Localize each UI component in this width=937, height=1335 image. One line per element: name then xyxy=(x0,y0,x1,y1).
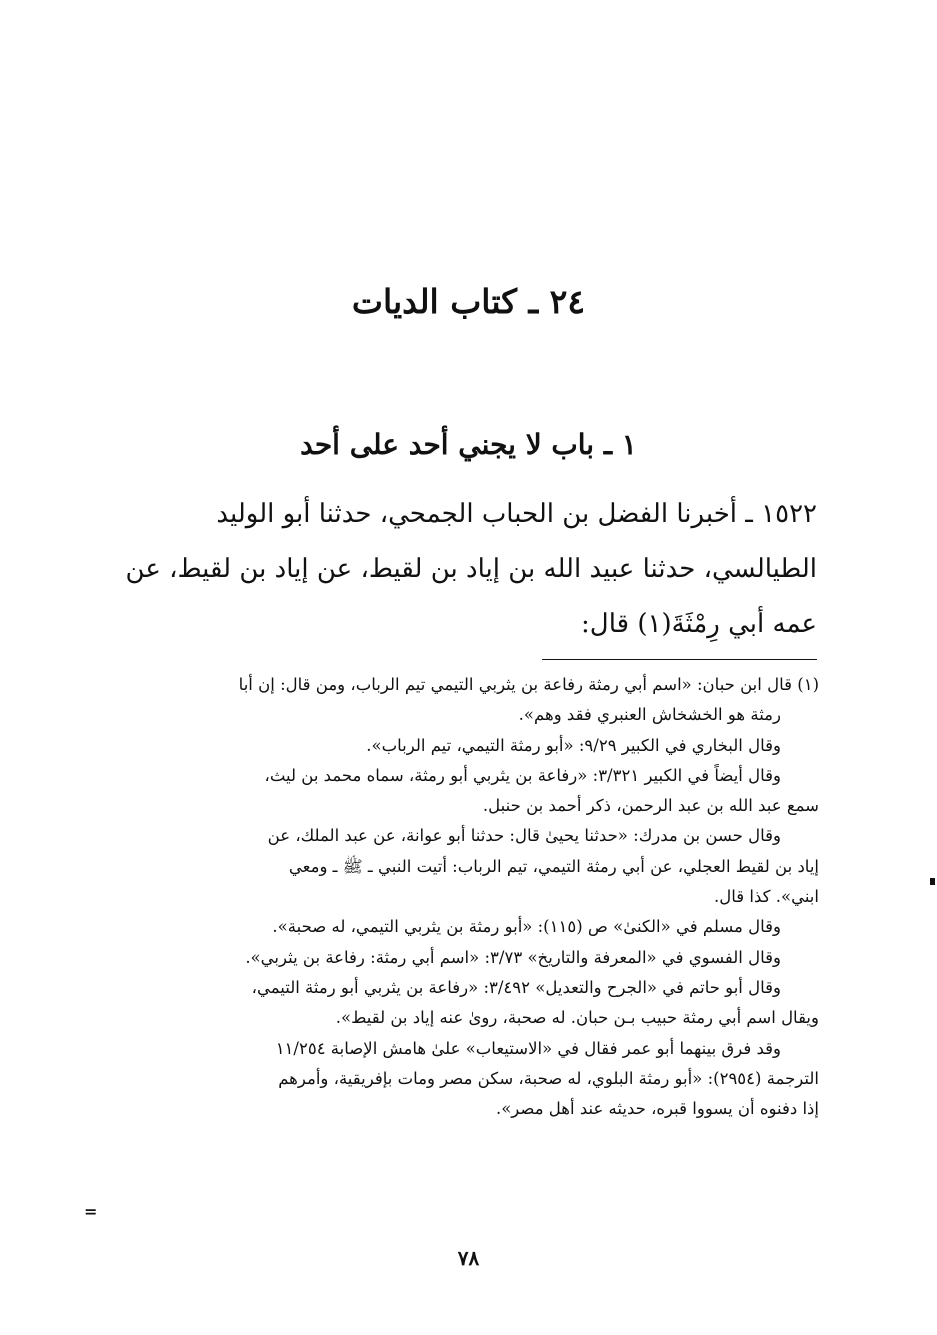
footnote-line: (١) قال ابن حبان: «اسم أبي رمثة رفاعة بن يثربي التيمي تيم الرباب، ومن قال: إن أبا xyxy=(238,675,819,694)
footnote-line: إياد بن لقيط العجلي، عن أبي رمثة التيمي، تيم الرباب: أتيت النبي ـ ﷺ ـ ومعي xyxy=(288,856,819,876)
hadith-line: عمه أبي رِمْثَةَ(١) قال: xyxy=(581,609,817,639)
footnote-line: إذا دفنوه أن يسووا قبره، حديثه عند أهل مصر». xyxy=(495,1099,819,1119)
hadith-line: ١٥٢٢ ـ أخبرنا الفضل بن الحباب الجمحي، حدثنا أبو الوليد xyxy=(216,499,817,529)
footnote-line: ويقال اسم أبي رمثة حبيب بـن حبان. له صحبة، روىٰ عنه إياد بن لقيط». xyxy=(335,1008,819,1028)
page-number: ٧٨ xyxy=(457,1246,480,1270)
continuation-mark: = xyxy=(84,1202,98,1221)
scan-edge-mark xyxy=(930,878,935,885)
footnote-line: وقال أيضاً في الكبير ٣/٣٢١: «رفاعة بن يثربي أبو رمثة، سماه محمد بن ليث، xyxy=(264,765,781,785)
footnote-line: رمثة هو الخشخاش العنبري فقد وهم». xyxy=(518,705,781,725)
footnote-line: وقال مسلم في «الكنىٰ» ص (١١٥): «أبو رمثة بن يثربي التيمي، له صحبة». xyxy=(272,917,781,937)
chapter-title: ٢٤ ـ كتاب الديات xyxy=(351,282,586,321)
footnotes xyxy=(117,670,819,1124)
footnote-line: وقال البخاري في الكبير ٩/٢٩: «أبو رمثة التيمي، تيم الرباب». xyxy=(366,735,781,755)
footnote-divider xyxy=(542,659,817,660)
hadith-line: الطيالسي، حدثنا عبيد الله بن إياد بن لقيط، عن إياد بن لقيط، عن xyxy=(125,554,817,584)
section-title: ١ ـ باب لا يجني أحد على أحد xyxy=(300,428,637,461)
footnote-line: وقال أبو حاتم في «الجرح والتعديل» ٣/٤٩٢: «رفاعة بن يثربي أبو رمثة التيمي، xyxy=(251,977,781,997)
footnote-line: سمع عبد الله بن عبد الرحمن، ذكر أحمد بن حنبل. xyxy=(482,796,819,816)
hadith-text xyxy=(117,487,817,652)
footnote-line: وقال حسن بن مدرك: «حدثنا يحيىٰ قال: حدثنا أبو عوانة، عن عبد الملك، عن xyxy=(267,826,781,846)
footnote-line: وقال الفسوي في «المعرفة والتاريخ» ٣/٧٣: «اسم أبي رمثة: رفاعة بن يثربي». xyxy=(245,947,781,967)
footnote-line: الترجمة (٢٩٥٤): «أبو رمثة البلوي، له صحبة، سكن مصر ومات بإفريقية، وأمرهم xyxy=(278,1068,819,1088)
footnote-line: ابني». كذا قال. xyxy=(714,887,819,907)
footnote-line: وقد فرق بينهما أبو عمر فقال في «الاستيعاب» علىٰ هامش الإصابة ١١/٢٥٤ xyxy=(275,1038,781,1058)
